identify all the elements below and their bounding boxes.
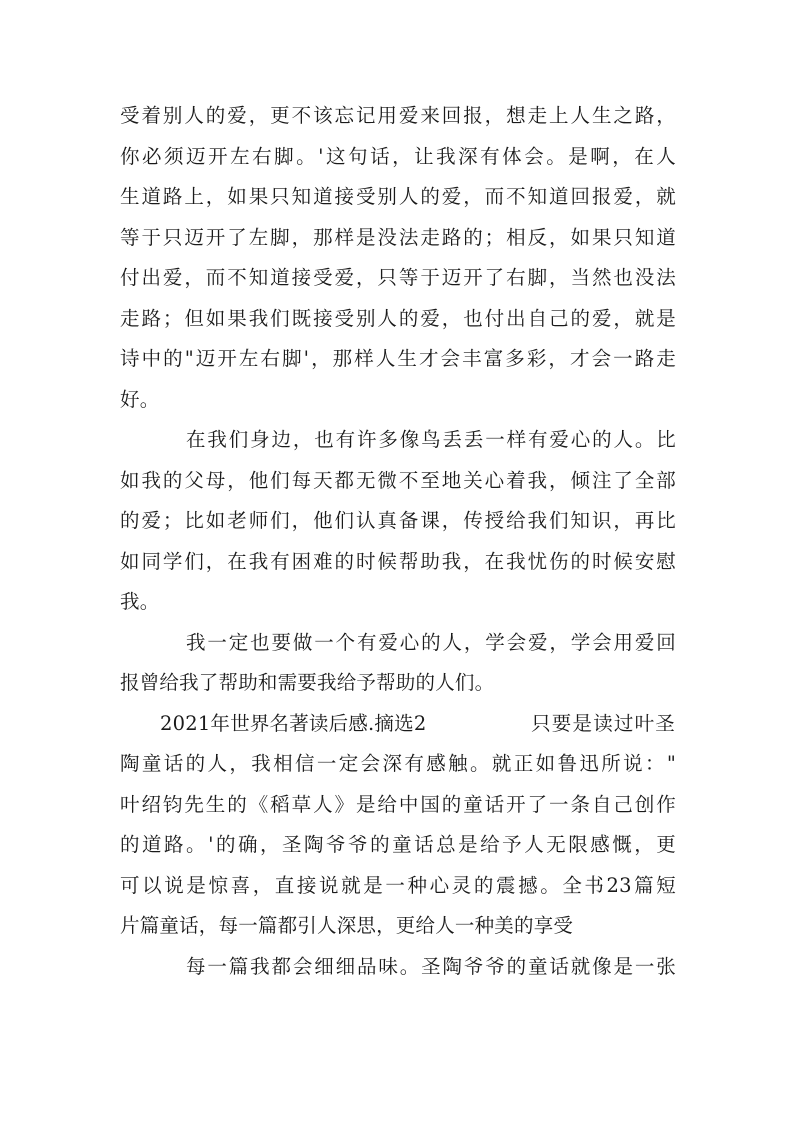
text-line: 报曾给我了帮助和需要我给予帮助的人们。 — [120, 671, 495, 694]
text-line: 在我们身边，也有许多像鸟丢丢一样有爱心的人。比 — [186, 428, 676, 451]
text-line: 付出爱，而不知道接受爱，只等于迈开了右脚，当然也没法 — [120, 266, 676, 289]
text-line: 生道路上，如果只知道接受别人的爱，而不知道回报爱，就 — [120, 185, 676, 208]
section-heading: 2021年世界名著读后感.摘选2 — [160, 711, 427, 735]
text-line: 片篇童话，每一篇都引人深思，更给人一种美的享受 — [120, 914, 574, 937]
text-line: 如我的父母，他们每天都无微不至地关心着我，倾注了全部 — [120, 468, 676, 492]
text-line: 的道路。'的确，圣陶爷爷的童话总是给予人无限感慨，更 — [120, 833, 676, 856]
text-line: 如同学们，在我有困难的时候帮助我，在我忧伤的时候安慰 — [120, 549, 676, 573]
text-line: 好。 — [120, 387, 160, 411]
text-line: 陶童话的人，我相信一定会深有感触。就正如鲁迅所说：" — [120, 752, 676, 775]
text-line: 的爱；比如老师们，他们认真备课，传授给我们知识，再比 — [120, 509, 676, 532]
text-line: 我一定也要做一个有爱心的人，学会爱，学会用爱回 — [186, 630, 676, 654]
text-line: 我。 — [120, 590, 160, 613]
text-line: 走路；但如果我们既接受别人的爱，也付出自己的爱，就是 — [120, 306, 676, 330]
text-line: 你必须迈开左右脚。'这句话，让我深有体会。是啊，在人 — [120, 144, 676, 168]
text-line: 可以说是惊喜，直接说就是一种心灵的震撼。全书23篇短 — [120, 873, 676, 897]
text-line: 叶绍钧先生的《稻草人》是给中国的童话开了一条自己创作 — [120, 792, 676, 816]
section-heading-line — [120, 704, 676, 745]
body-text — [120, 96, 676, 987]
text-line: 受着别人的爱，更不该忘记用爱来回报，想走上人生之路， — [120, 104, 676, 127]
text-line: 每一篇我都会细细品味。圣陶爷爷的童话就像是一张 — [186, 954, 676, 978]
text-line: 等于只迈开了左脚，那样是没法走路的；相反，如果只知道 — [120, 225, 676, 249]
text-line: 诗中的"迈开左右脚'，那样人生才会丰富多彩，才会一路走 — [120, 347, 676, 370]
section-opening-text: 只要是读过叶圣 — [531, 711, 676, 735]
